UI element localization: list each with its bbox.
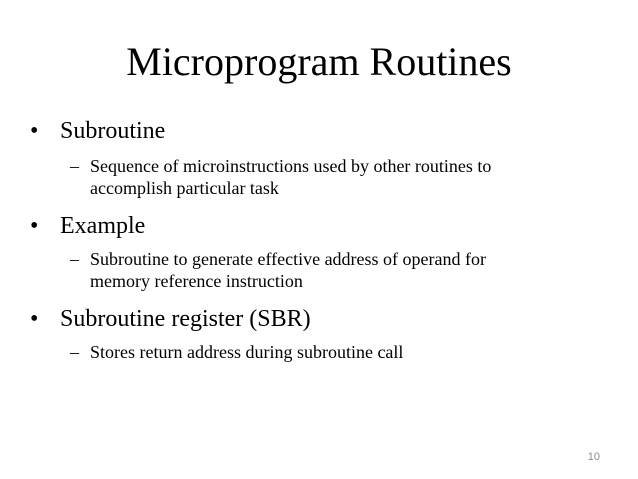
sub-bullet-text: Sequence of microinstructions used by other routines to accomplish particular task — [90, 156, 492, 198]
bullet-marker: • — [30, 213, 39, 239]
bullet-text: Subroutine register (SBR) — [60, 306, 311, 332]
bullet-item — [30, 117, 165, 145]
sub-bullet-text: Subroutine to generate effective address of operand for memory reference instruction — [90, 249, 487, 291]
page-number: 10 — [587, 451, 600, 463]
sub-bullet-marker: – — [70, 156, 79, 176]
sub-bullet-text: Stores return address during subroutine call — [90, 342, 404, 362]
bullet-item — [30, 212, 145, 240]
bullet-marker: • — [30, 118, 39, 144]
sub-bullet-marker: – — [70, 342, 79, 362]
bullet-marker: • — [30, 306, 39, 332]
bullet-text: Subroutine — [60, 118, 166, 144]
sub-bullet-marker: – — [70, 249, 79, 269]
sub-bullet-item — [70, 248, 486, 292]
sub-bullet-item — [70, 155, 491, 199]
bullet-text: Example — [60, 213, 146, 239]
sub-bullet-item — [70, 341, 403, 363]
slide-title: Microprogram Routines — [126, 39, 512, 84]
bullet-item — [30, 305, 311, 333]
